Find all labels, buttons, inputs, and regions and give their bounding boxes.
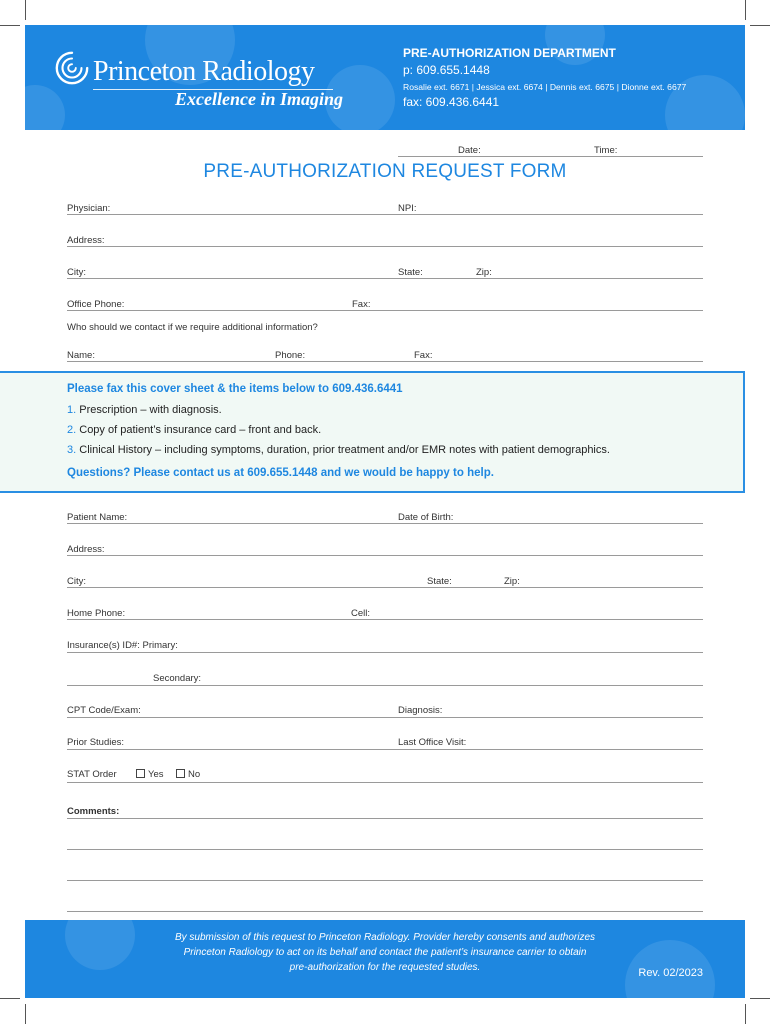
crop-mark (0, 25, 20, 26)
date-label: Date: (458, 145, 481, 156)
contact-fax-label: Fax: (414, 350, 433, 361)
instruction-text: Copy of patient’s insurance card – front and back. (79, 424, 322, 436)
physician-city-label: City: (67, 267, 86, 278)
consent-statement (25, 930, 745, 975)
form-title: PRE-AUTHORIZATION REQUEST FORM (203, 161, 567, 182)
patient-zip-label: Zip: (504, 576, 520, 587)
crop-mark (750, 25, 770, 26)
cell-label: Cell: (351, 608, 371, 619)
contact-question: Who should we contact if we require additional information? (67, 322, 318, 333)
department-title: PRE-AUTHORIZATION DEPARTMENT (403, 46, 616, 60)
instruction-item (67, 404, 222, 416)
crop-mark (745, 1004, 746, 1024)
patient-name-label: Patient Name: (67, 512, 128, 523)
insurance-primary-line[interactable] (67, 652, 703, 653)
home-phone-label: Home Phone: (67, 608, 126, 619)
footer-banner (25, 920, 745, 998)
no-label: No (188, 769, 201, 780)
patient-state-label: State: (427, 576, 452, 587)
comments-line[interactable] (67, 818, 703, 819)
contact-phone-label: Phone: (275, 350, 306, 361)
questions-line: Questions? Please contact us at 609.655.1448 and we would be happy to help. (67, 467, 494, 479)
patient-city-line[interactable] (67, 587, 703, 588)
patient-name-line[interactable] (67, 523, 703, 524)
stat-order-label: STAT Order (67, 769, 117, 780)
cpt-line[interactable] (67, 717, 703, 718)
consent-line: By submission of this request to Princeton Radiology. Provider hereby consents and authorizes (174, 932, 596, 943)
prior-studies-line[interactable] (67, 749, 703, 750)
insurance-secondary-label: Secondary: (153, 673, 202, 684)
instruction-item (67, 424, 321, 436)
consent-line: Princeton Radiology to act on its behalf and contact the patient’s insurance carrier to obtain (183, 947, 587, 958)
comments-line[interactable] (67, 880, 703, 881)
no-checkbox[interactable] (176, 769, 185, 778)
crop-mark (25, 1004, 26, 1024)
instruction-number: 1. (67, 404, 77, 416)
contact-name-label: Name: (67, 350, 95, 361)
diagnosis-label: Diagnosis: (398, 705, 443, 716)
last-visit-label: Last Office Visit: (398, 737, 467, 748)
physician-city-line[interactable] (67, 278, 703, 279)
physician-label: Physician: (67, 203, 111, 214)
instruction-number: 2. (67, 424, 77, 436)
consent-line: pre-authorization for the requested studies. (289, 962, 481, 973)
revision-label: Rev. 02/2023 (638, 967, 703, 979)
department-extensions: Rosalie ext. 6671 | Jessica ext. 6674 | Dennis ext. 6675 | Dionne ext. 6677 (403, 82, 687, 92)
physician-address-label: Address: (67, 235, 105, 246)
logo-tagline: Excellence in Imaging (175, 89, 343, 109)
instruction-text: Prescription – with diagnosis. (79, 404, 222, 416)
office-phone-label: Office Phone: (67, 299, 125, 310)
department-fax: fax: 609.436.6441 (403, 95, 500, 109)
date-time-line[interactable] (398, 156, 703, 157)
physician-address-line[interactable] (67, 246, 703, 247)
crop-mark (750, 998, 770, 999)
crop-mark (745, 0, 746, 20)
stat-order-line (67, 782, 703, 783)
instruction-number: 3. (67, 444, 77, 456)
stat-no-option[interactable] (176, 769, 200, 780)
dob-label: Date of Birth: (398, 512, 454, 523)
home-phone-line[interactable] (67, 619, 703, 620)
insurance-primary-label: Insurance(s) ID#: Primary: (67, 640, 178, 651)
instructions-heading: Please fax this cover sheet & the items below to 609.436.6441 (67, 383, 403, 395)
department-phone: p: 609.655.1448 (403, 63, 490, 77)
patient-city-label: City: (67, 576, 86, 587)
crop-mark (25, 0, 26, 20)
header-banner (25, 25, 745, 130)
comments-line[interactable] (67, 911, 703, 912)
crop-mark (0, 998, 20, 999)
office-phone-line[interactable] (67, 310, 703, 311)
instruction-text: Clinical History – including symptoms, duration, prior treatment and/or EMR notes with patient demographics. (79, 444, 610, 456)
cpt-label: CPT Code/Exam: (67, 705, 141, 716)
comments-line[interactable] (67, 849, 703, 850)
decor-bubble (25, 85, 65, 130)
insurance-secondary-line[interactable] (67, 685, 703, 686)
physician-state-label: State: (398, 267, 423, 278)
swirl-logo-icon (53, 49, 91, 87)
patient-address-line[interactable] (67, 555, 703, 556)
instruction-item (67, 444, 610, 456)
physician-zip-label: Zip: (476, 267, 492, 278)
npi-label: NPI: (398, 203, 417, 214)
office-fax-label: Fax: (352, 299, 371, 310)
prior-studies-label: Prior Studies: (67, 737, 125, 748)
physician-npi-line[interactable] (67, 214, 703, 215)
yes-checkbox[interactable] (136, 769, 145, 778)
yes-label: Yes (148, 769, 164, 780)
contact-line[interactable] (67, 361, 703, 362)
logo-name: Princeton Radiology (93, 56, 315, 87)
time-label: Time: (594, 145, 618, 156)
stat-yes-option[interactable] (136, 769, 164, 780)
patient-address-label: Address: (67, 544, 105, 555)
comments-label: Comments: (67, 806, 120, 817)
